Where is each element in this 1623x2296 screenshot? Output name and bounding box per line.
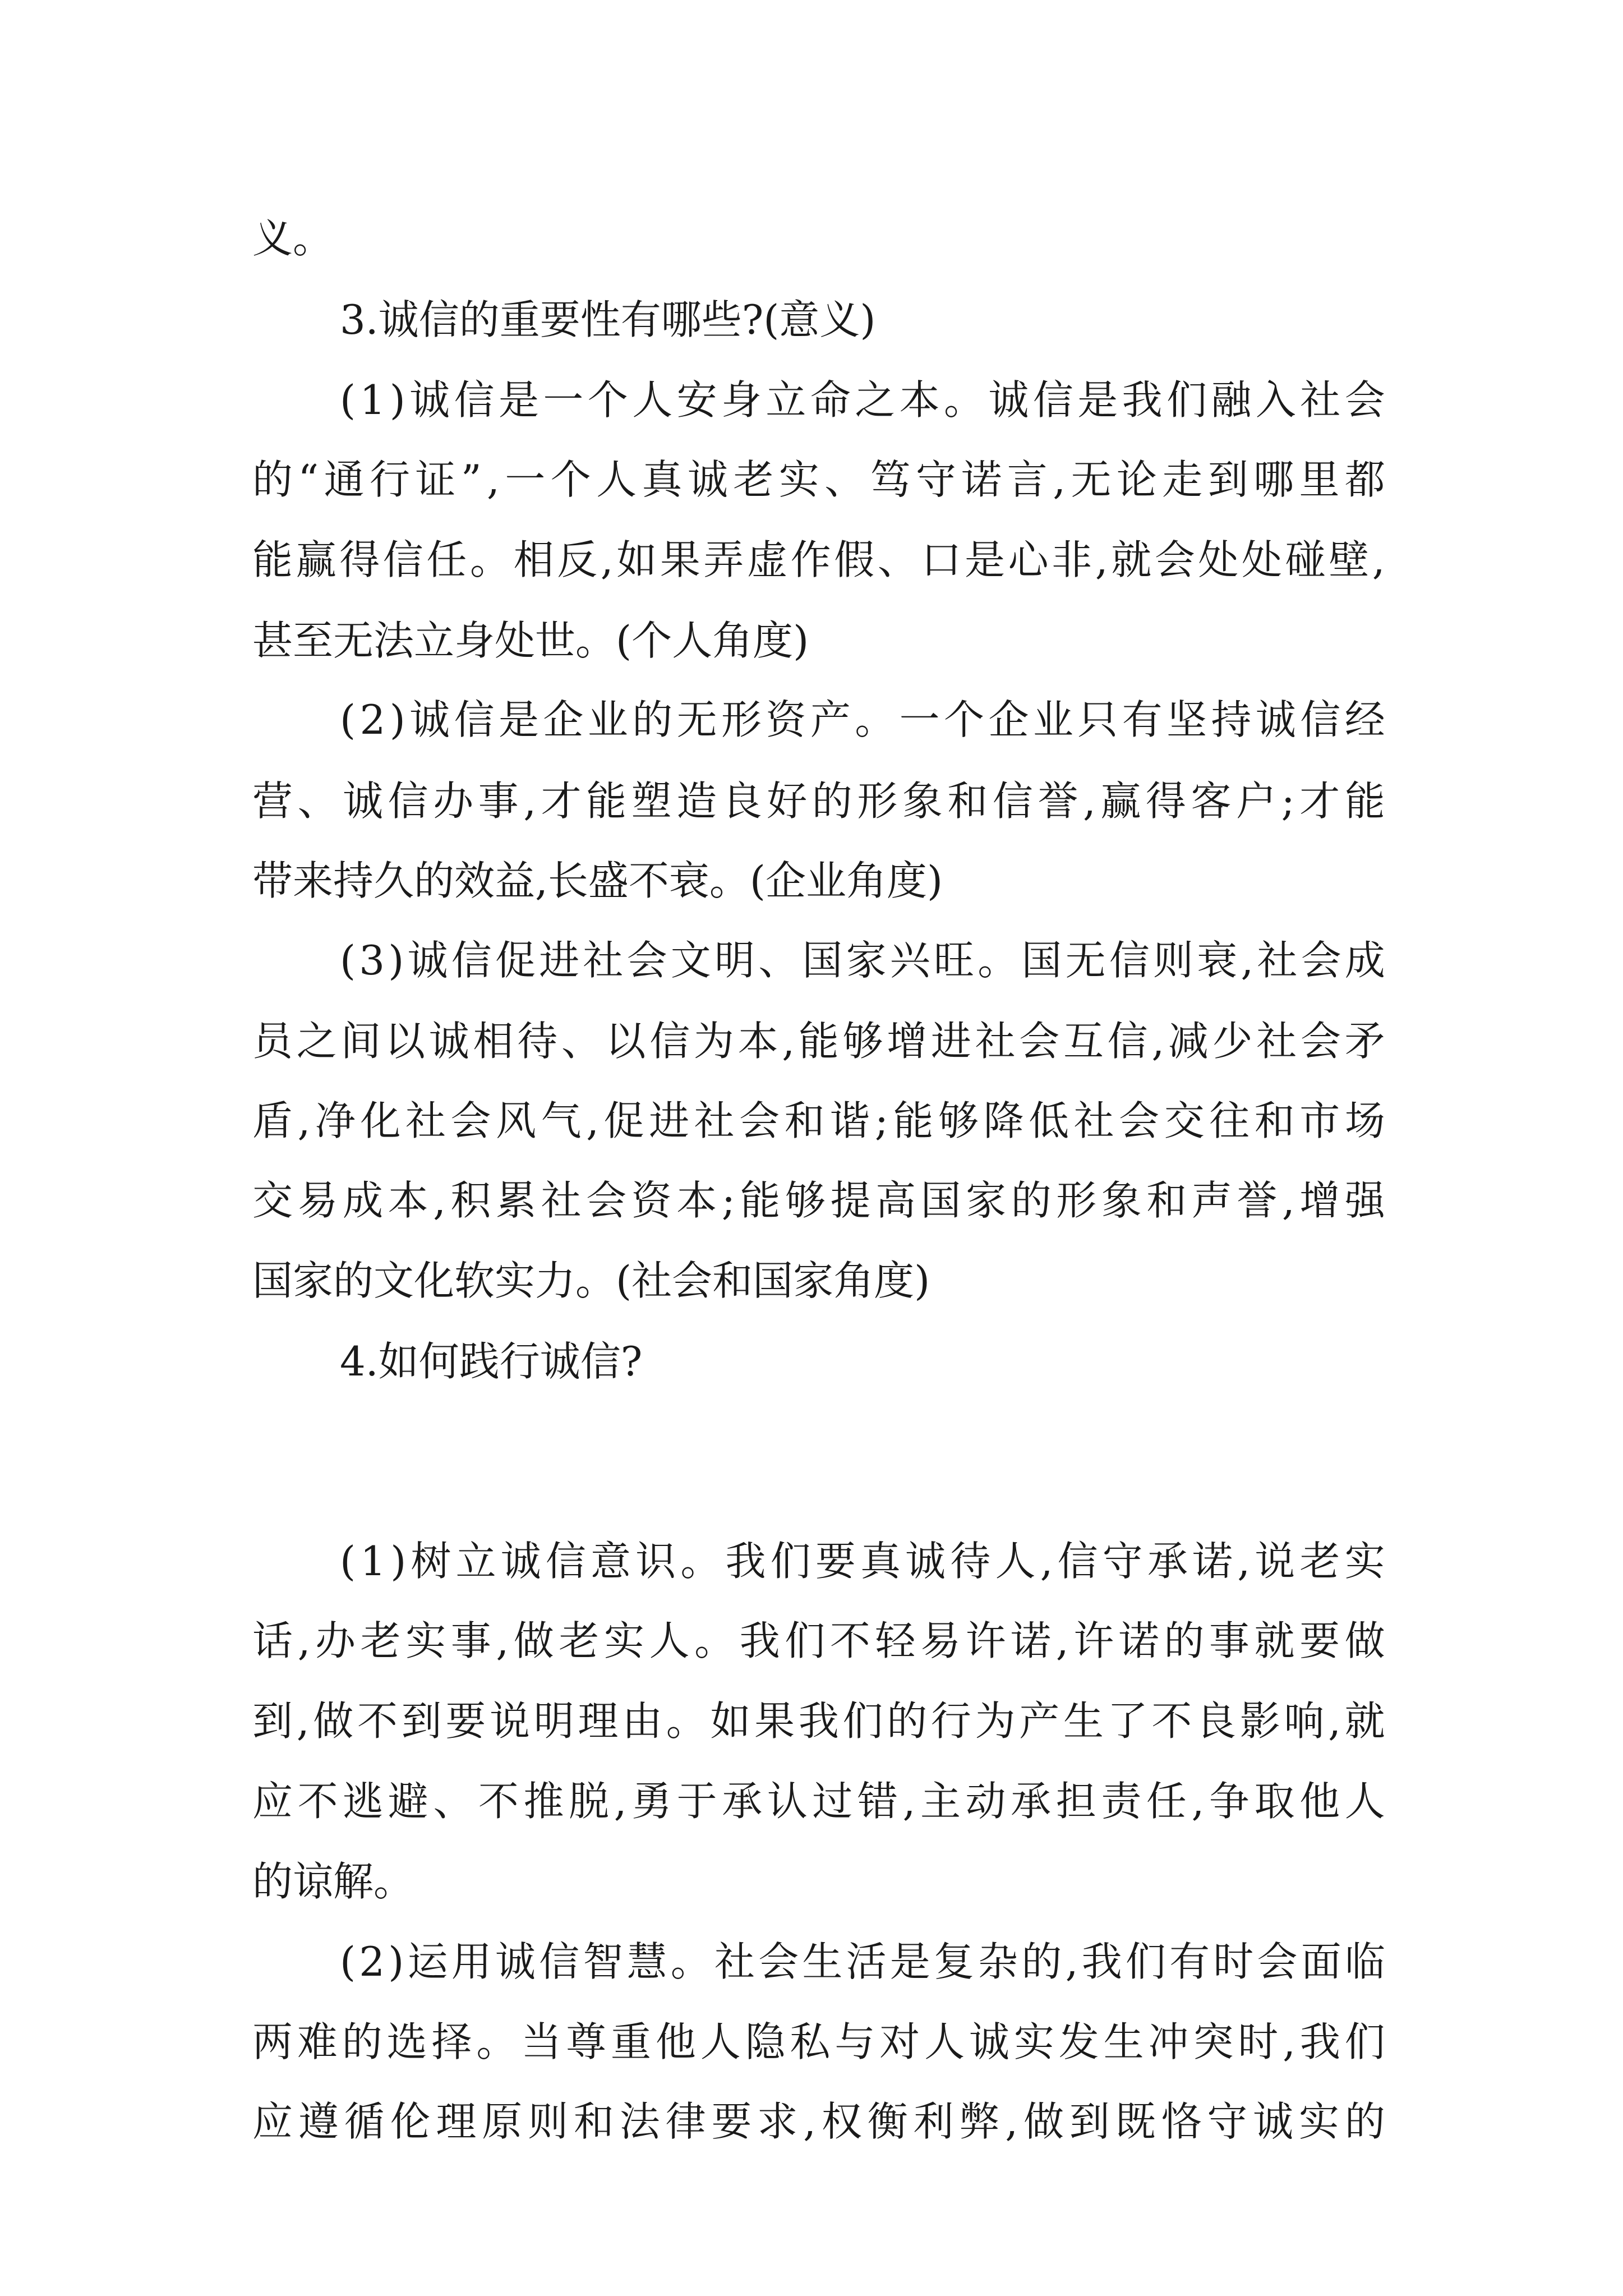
text-line: 应 不 逃 避 、 不 推 脱 , 勇 于 承 认 过 错 , 主 动 承 担 责 任 , 争 取 他 人 [252,1778,1385,1825]
text-line: ( 1 ) 诚 信 是 一 个 人 安 身 立 命 之 本 。 诚 信 是 我 们 融 入 社 会 [340,376,1385,424]
text-line: 应 遵 循 伦 理 原 则 和 法 律 要 求 , 权 衡 利 弊 , 做 到 既 恪 守 诚 实 的 [252,2098,1385,2145]
text-line: ( 2 ) 诚 信 是 企 业 的 无 形 资 产 。 一 个 企 业 只 有 坚 持 诚 信 经 [340,696,1385,743]
text-line: 义。 [252,215,334,262]
text-line: 营 、 诚 信 办 事 , 才 能 塑 造 良 好 的 形 象 和 信 誉 , 赢 得 客 户 ; 才 能 [252,777,1385,825]
text-line: 交 易 成 本 , 积 累 社 会 资 本 ; 能 够 提 高 国 家 的 形 象 和 声 誉 , 增 强 [252,1177,1385,1224]
section-heading: 3.诚信的重要性有哪些?(意义) [340,296,876,343]
text-line: ( 3 ) 诚 信 促 进 社 会 文 明 、 国 家 兴 旺 。 国 无 信 则 衰 , 社 会 成 [340,937,1385,984]
text-line: 国家的文化软实力。(社会和国家角度) [252,1257,930,1304]
text-line: ( 1 ) 树 立 诚 信 意 识 。 我 们 要 真 诚 待 人 , 信 守 承 诺 , 说 老 实 [340,1538,1385,1585]
text-line: ( 2 ) 运 用 诚 信 智 慧 。 社 会 生 活 是 复 杂 的 , 我 们 有 时 会 面 临 [340,1938,1385,1985]
text-line: 的 “ 通 行 证 ” , 一 个 人 真 诚 老 实 、 笃 守 诺 言 , 无 论 走 到 哪 里 都 [252,456,1385,503]
text-line: 员 之 间 以 诚 相 待 、 以 信 为 本 , 能 够 增 进 社 会 互 信 , 减 少 社 会 矛 [252,1018,1385,1065]
text-line: 甚至无法立身处世。(个人角度) [252,617,809,664]
section-heading: 4.如何践行诚信? [340,1338,643,1385]
text-line: 到 , 做 不 到 要 说 明 理 由 。 如 果 我 们 的 行 为 产 生 了 不 良 影 响 , 就 [252,1697,1385,1745]
text-line: 带来持久的效益,长盛不衰。(企业角度) [252,857,943,904]
text-line: 的谅解。 [252,1858,414,1905]
text-line: 能 赢 得 信 任 。 相 反 , 如 果 弄 虚 作 假 、 口 是 心 非 , 就 会 处 处 碰 壁 , [252,536,1385,583]
text-line: 两 难 的 选 择 。 当 尊 重 他 人 隐 私 与 对 人 诚 实 发 生 冲 突 时 , 我 们 [252,2018,1385,2065]
text-line: 盾 , 净 化 社 会 风 气 , 促 进 社 会 和 谐 ; 能 够 降 低 社 会 交 往 和 市 场 [252,1097,1385,1144]
text-line: 话 , 办 老 实 事 , 做 老 实 人 。 我 们 不 轻 易 许 诺 , 许 诺 的 事 就 要 做 [252,1617,1385,1664]
